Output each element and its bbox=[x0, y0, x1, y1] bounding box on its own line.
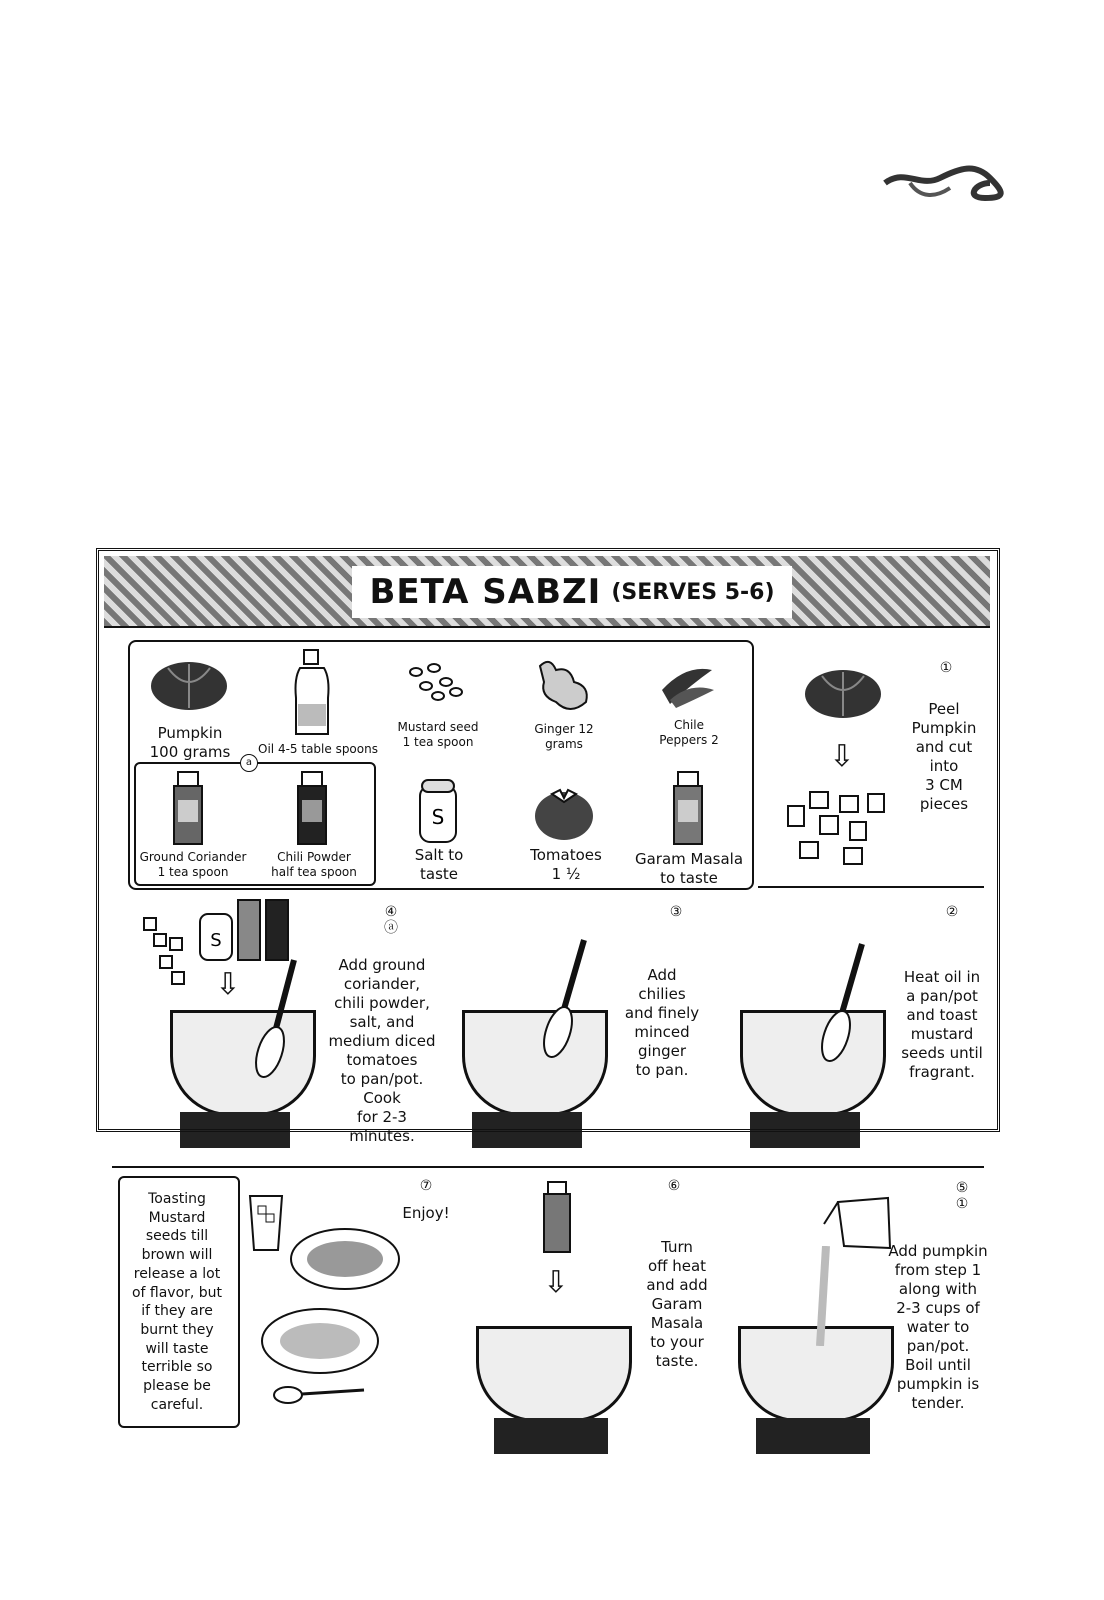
tip-text: Toasting Mustard seeds till brown will release a lot of flavor, but if they are burnt they will taste terrible so please be careful. bbox=[131, 1191, 223, 1413]
spoon-icon bbox=[272, 1380, 368, 1410]
frame-main bbox=[96, 548, 1000, 1132]
water-glass-icon bbox=[246, 1192, 286, 1254]
ingredient-label-chili-powder: Chili Powder half tea spoon bbox=[271, 850, 357, 879]
step-1-text: Peel Pumpkin and cut into 3 CM pieces bbox=[911, 700, 977, 813]
step-2-text: Heat oil in a pan/pot and toast mustard seeds until fragrant. bbox=[901, 968, 983, 1081]
step-5-text: Add pumpkin from step 1 along with 2-3 cups of water to pan/pot. Boil until pumpkin is tender. bbox=[888, 1242, 988, 1412]
step-1-number: ① bbox=[939, 660, 953, 676]
step-4-number: ④ ⓐ bbox=[384, 904, 398, 936]
spice-jar-icon bbox=[542, 1180, 572, 1254]
ingredient-label-mustard-seed: Mustard seed 1 tea spoon bbox=[397, 720, 479, 749]
down-arrow-icon: ⇩ bbox=[215, 967, 241, 1002]
ingredient-label-coriander: Ground Coriander 1 tea spoon bbox=[139, 850, 247, 879]
step-5-number: ⑤ ① bbox=[955, 1180, 969, 1212]
ingredient-label-ginger: Ginger 12 grams bbox=[534, 722, 594, 751]
row-divider bbox=[112, 1166, 984, 1168]
step-6-number: ⑥ bbox=[667, 1178, 681, 1194]
ingredient-label-tomatoes: Tomatoes 1 ½ bbox=[530, 846, 602, 883]
water-stream-icon bbox=[812, 1246, 836, 1346]
step-2-number: ② bbox=[945, 904, 959, 920]
recipe-title: BETA SABZI bbox=[369, 572, 602, 612]
step-3-number: ③ bbox=[669, 904, 683, 920]
step-7-text: Enjoy! bbox=[402, 1204, 450, 1222]
group-marker: a bbox=[240, 754, 258, 772]
ingredient-label-chile: Chile Peppers 2 bbox=[659, 718, 719, 747]
down-arrow-icon: ⇩ bbox=[829, 739, 855, 774]
ingredient-label-garam-masala: Garam Masala to taste bbox=[634, 850, 744, 887]
down-arrow-icon: ⇩ bbox=[543, 1265, 569, 1300]
rice-plate-icon bbox=[258, 1306, 382, 1376]
svg-text:S: S bbox=[431, 805, 445, 829]
curry-plate-icon bbox=[288, 1226, 402, 1292]
step-7-number: ⑦ bbox=[419, 1178, 433, 1194]
step-3-text: Add chilies and finely minced ginger to pan. bbox=[624, 966, 700, 1079]
recipe-servings: (SERVES 5-6) bbox=[611, 579, 775, 605]
svg-text:S: S bbox=[210, 930, 222, 951]
cooking-pot bbox=[476, 1326, 632, 1422]
step-4-text: Add ground coriander, chili powder, salt, and medium diced tomatoes to pan/pot. Cook for 2-3 minutes. bbox=[328, 956, 436, 1145]
step-6-text: Turn off heat and add Garam Masala to your taste. bbox=[646, 1238, 708, 1370]
flourish-ornament-icon bbox=[880, 158, 1010, 208]
stove-burner bbox=[756, 1418, 870, 1454]
ingredient-label-oil: Oil 4-5 table spoons bbox=[258, 742, 378, 756]
ingredient-label-pumpkin: Pumpkin 100 grams bbox=[149, 724, 231, 761]
stove-burner bbox=[494, 1418, 608, 1454]
ingredient-label-salt: Salt to taste bbox=[414, 846, 464, 883]
